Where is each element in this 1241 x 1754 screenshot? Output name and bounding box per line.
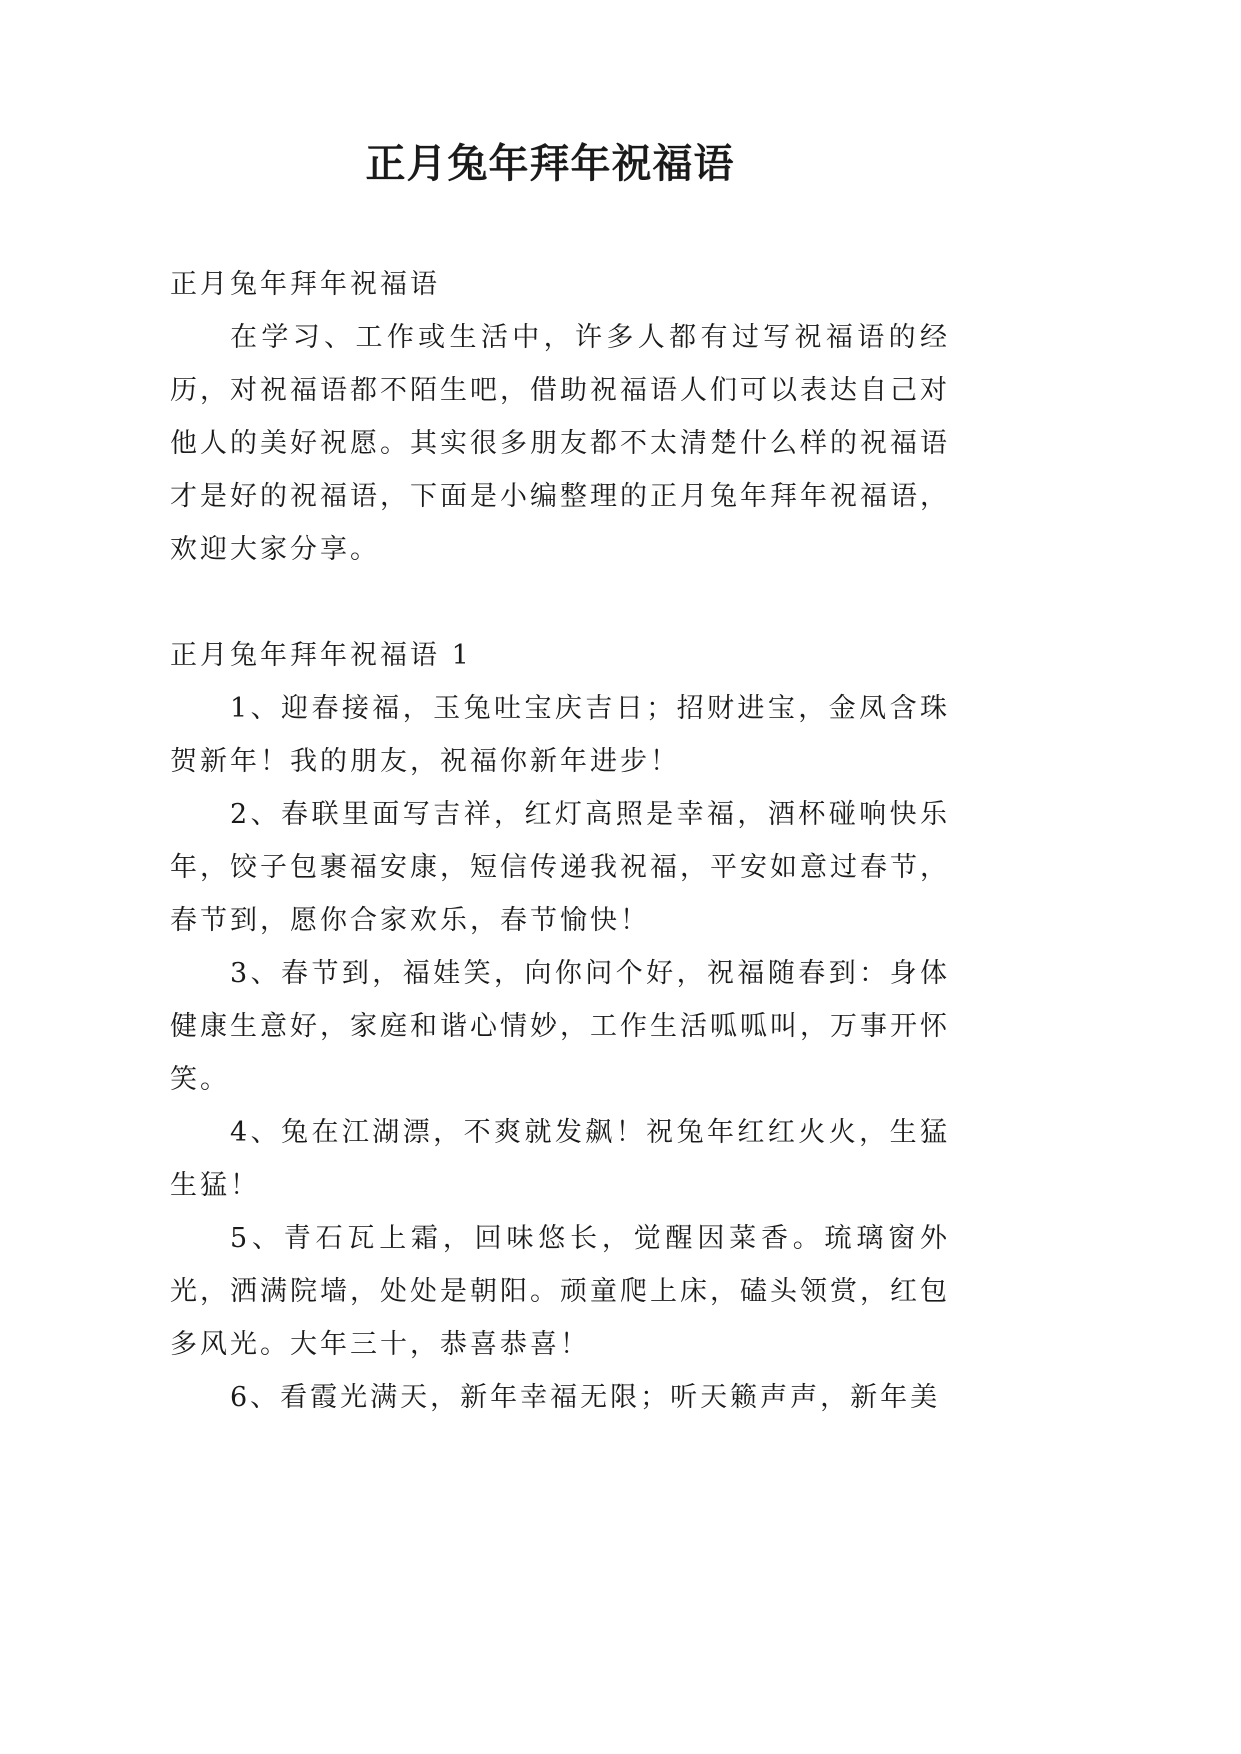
document-body	[170, 258, 950, 1424]
list-item: 4、兔在江湖漂，不爽就发飙！祝兔年红红火火，生猛生猛！	[170, 1117, 950, 1201]
list-item: 2、春联里面写吉祥，红灯高照是幸福，酒杯碰响快乐年，饺子包裹福安康，短信传递我祝福，平安如意过春节，春节到，愿你合家欢乐，春节愉快！	[170, 799, 950, 936]
list-item: 5、青石瓦上霜，回味悠长，觉醒因菜香。琉璃窗外光，洒满院墙，处处是朝阳。顽童爬上床，磕头领赏，红包多风光。大年三十，恭喜恭喜！	[170, 1223, 950, 1360]
document-title: 正月兔年拜年祝福语	[365, 141, 735, 187]
list-item: 3、春节到，福娃笑，向你问个好，祝福随春到：身体健康生意好，家庭和谐心情妙，工作生活呱呱叫，万事开怀笑。	[170, 958, 950, 1095]
list-item: 6、看霞光满天，新年幸福无限；听天籁声声，新年美	[230, 1382, 941, 1413]
intro-paragraph: 在学习、工作或生活中，许多人都有过写祝福语的经历，对祝福语都不陌生吧，借助祝福语人们可以表达自己对他人的美好祝愿。其实很多朋友都不太清楚什么样的祝福语才是好的祝福语，下面是小编整理的正月兔年拜年祝福语，欢迎大家分享。	[170, 322, 950, 565]
list-item: 1、迎春接福，玉兔吐宝庆吉日；招财进宝，金凤含珠贺新年！我的朋友，祝福你新年进步！	[170, 693, 950, 777]
section-heading: 正月兔年拜年祝福语 1	[170, 640, 472, 671]
subheading: 正月兔年拜年祝福语	[170, 269, 440, 300]
